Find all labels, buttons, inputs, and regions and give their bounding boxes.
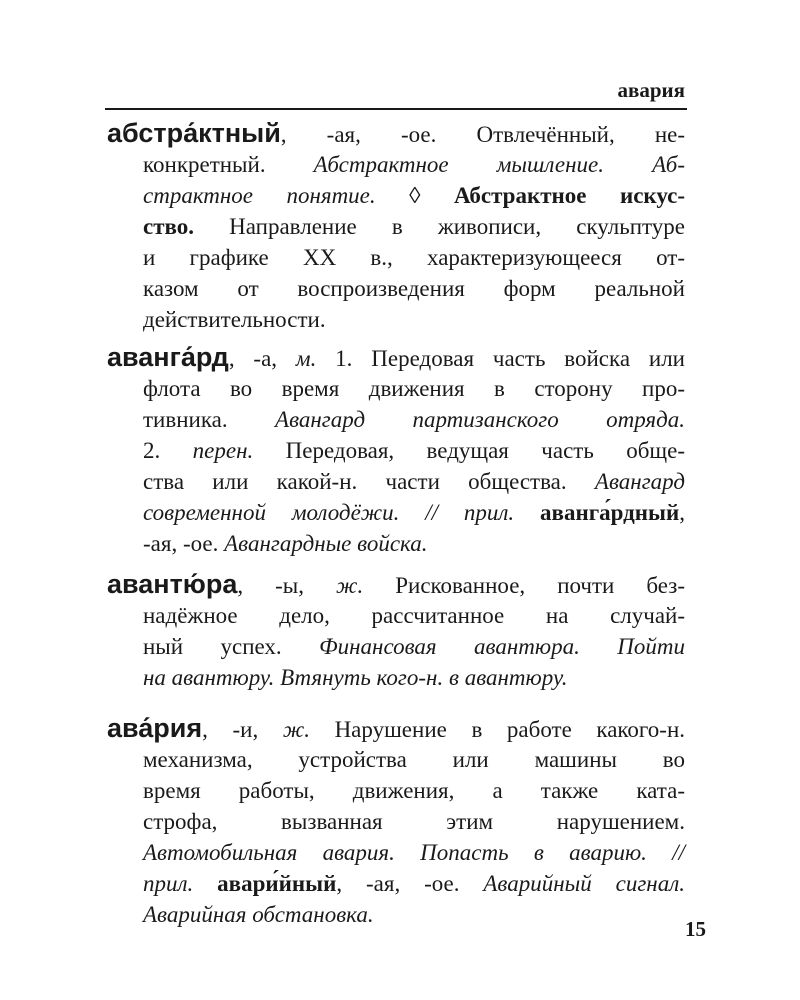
entry-line [107,435,685,466]
entry-line [107,528,685,559]
example-text: Аварийная обстановка. [143,902,374,927]
example-text: Автомобильная авария. Попасть в аварию. // [143,840,685,865]
running-head: авария [617,78,685,102]
example-text: Аварийный сигнал. [483,871,685,896]
example-text: Абстрактное мышление. Аб- [313,152,685,177]
entry-line [107,180,685,211]
definition-text: действительности. [143,307,326,332]
dictionary-entry [107,342,685,559]
entry-line [107,868,685,899]
definition-text: ный успех. [143,634,320,659]
example-text: ж. [282,717,310,742]
entry-line [107,118,685,149]
entry-line [107,631,685,662]
definition-text [514,500,540,525]
bold-term: ство. [143,214,195,239]
definition-text: Нарушение в работе какого-н. [309,717,686,742]
entry-line [107,497,685,528]
definition-text: конкретный. [143,152,314,177]
entry-line [107,304,685,335]
entry-line [107,837,685,868]
example-text: Авангард партизанского отряда. [275,407,686,432]
entry-line [107,600,685,631]
bold-term: аванга́рдный [540,500,680,525]
definition-text: 1. Передовая часть войска или [316,346,685,371]
definition-text: надёжное дело, рассчитанное на случай- [143,603,685,628]
headword: абстра́ктный [107,118,281,148]
definition-text: , -ы, [237,573,337,598]
definition-text: Рискованное, почти без- [363,573,685,598]
definition-text: ◊ [409,183,454,208]
definition-text: Направление в живописи, скульптуре [194,214,685,239]
entry-line [107,273,685,304]
definition-text: тивника. [143,407,276,432]
entry-line [107,211,685,242]
example-text: страктное понятие. [143,183,410,208]
definition-text: и графике XX в., характеризующееся от- [143,245,685,270]
definition-text: флота во время движения в сторону про- [143,376,685,401]
example-text: м. [295,346,317,371]
entry-line [107,662,685,693]
entry-line [107,899,685,930]
bold-term: авари́йный [217,871,337,896]
dictionary-entry [107,118,685,335]
example-text: современной молодёжи. // прил. [143,500,515,525]
entry-line [107,466,685,497]
definition-text: строфа, вызванная этим нарушением. [143,809,685,834]
entry-line [107,775,685,806]
example-text: перен. [192,438,254,463]
definition-text: казом от воспроизведения форм реальной [143,276,685,301]
headword: ава́рия [107,713,203,743]
example-text: Авангардные войска. [224,531,428,556]
definition-text: , [679,500,685,525]
example-text: на авантюру. Втянуть кого-н. в авантюру. [143,665,568,690]
entry-line [107,744,685,775]
example-text: Авангард [594,469,685,494]
entry-line [107,342,685,373]
example-text: прил. [143,871,194,896]
definition-text: , -и, [202,717,283,742]
definition-text: , -а, [228,346,296,371]
definition-text: механизма, устройства или машины во [143,747,685,772]
headword: авантю́ра [107,569,238,599]
entry-line [107,713,685,744]
entry-line [107,806,685,837]
definition-text: , -ая, -ое. Отвлечённый, не- [280,122,685,147]
definition-text [193,871,217,896]
dictionary-entry [107,569,685,693]
definition-text: -ая, -ое. [143,531,225,556]
entry-line [107,149,685,180]
page-number: 15 [685,917,706,941]
entry-line [107,569,685,600]
header-rule [105,108,687,110]
entry-line [107,373,685,404]
example-text: ж. [336,573,364,598]
definition-text: Передовая, ведущая часть обще- [253,438,686,463]
definition-text: ства или какой-н. части общества. [143,469,595,494]
entry-line [107,242,685,273]
headword: аванга́рд [107,342,229,372]
definition-text: время работы, движения, а также ката- [143,778,685,803]
definition-text: 2. [143,438,193,463]
dictionary-entry [107,713,685,930]
entry-line [107,404,685,435]
definition-text: , -ая, -ое. [336,871,484,896]
example-text: Финансовая авантюра. Пойти [319,634,685,659]
bold-term: Абстрактное искус- [453,183,685,208]
